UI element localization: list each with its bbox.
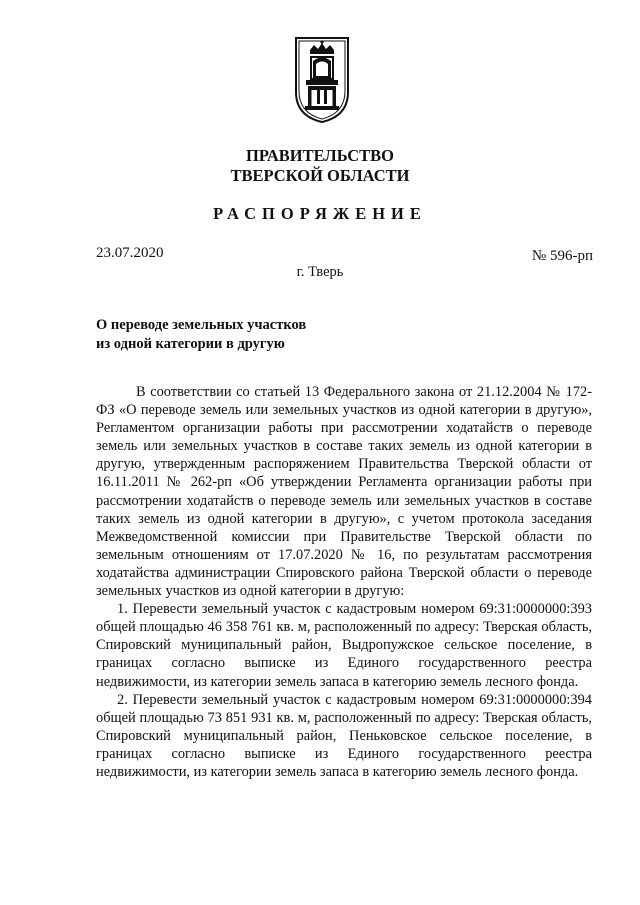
document-body bbox=[96, 383, 592, 781]
list-item: 1. Перевести земельный участок с кадастровым номером 69:31:0000000:393 общей площадью 46 358 761 кв. м, расположенный по адресу: Тверская область, Спировский муниципальный район, Выдропужское сельское поселение, в границах согласно выписке из Единого государственного реестра недвижимости, из категории земель запаса в категорию земель лесного фонда. bbox=[96, 601, 592, 690]
preamble-paragraph: В соответствии со статьей 13 Федерального закона от 21.12.2004 № 172-ФЗ «О переводе земель или земельных участков из одной категории в другую», Регламентом организации работы при рассмотрении ходатайств о переводе земель или земельных участков в составе таких земель из одной категории в другую, утвержденным распоряжением Правительства Тверской области от 16.11.2011 № 262-рп «Об утверждении Регламента организации работы при рассмотрении ходатайств о переводе земель или земельных участков в составе таких земель из одной категории в другую», с учетом протокола заседания Межведомственной комиссии при Правительстве Тверской области по земельным отношениям от 17.07.2020 № 16, по результатам рассмотрения ходатайства администрации Спировского района Тверской области о переводе земельных участков из одной категории в другую: bbox=[96, 384, 592, 600]
document-number: № 596-рп bbox=[531, 248, 593, 264]
subject-line1: О переводе земельных участков bbox=[96, 317, 307, 333]
document-date: 23.07.2020 bbox=[96, 245, 164, 261]
list-item: 2. Перевести земельный участок с кадастровым номером 69:31:0000000:394 общей площадью 73 851 931 кв. м, расположенный по адресу: Тверская область, Спировский муниципальный район, Пеньковское сельское поселение, в границах согласно выписке из Единого государственного реестра недвижимости, из категории земель запаса в категорию земель лесного фонда. bbox=[96, 691, 592, 780]
issuing-authority-line2: ТВЕРСКОЙ ОБЛАСТИ bbox=[230, 166, 410, 185]
issuing-authority bbox=[0, 146, 640, 186]
issuing-authority-line1: ПРАВИТЕЛЬСТВО bbox=[246, 146, 394, 165]
subject-line2: из одной категории в другую bbox=[96, 336, 285, 352]
document-subject bbox=[96, 316, 306, 354]
document-type: РАСПОРЯЖЕНИЕ bbox=[213, 204, 427, 223]
document-city: г. Тверь bbox=[296, 264, 344, 280]
tver-coat-of-arms-icon bbox=[294, 36, 350, 124]
